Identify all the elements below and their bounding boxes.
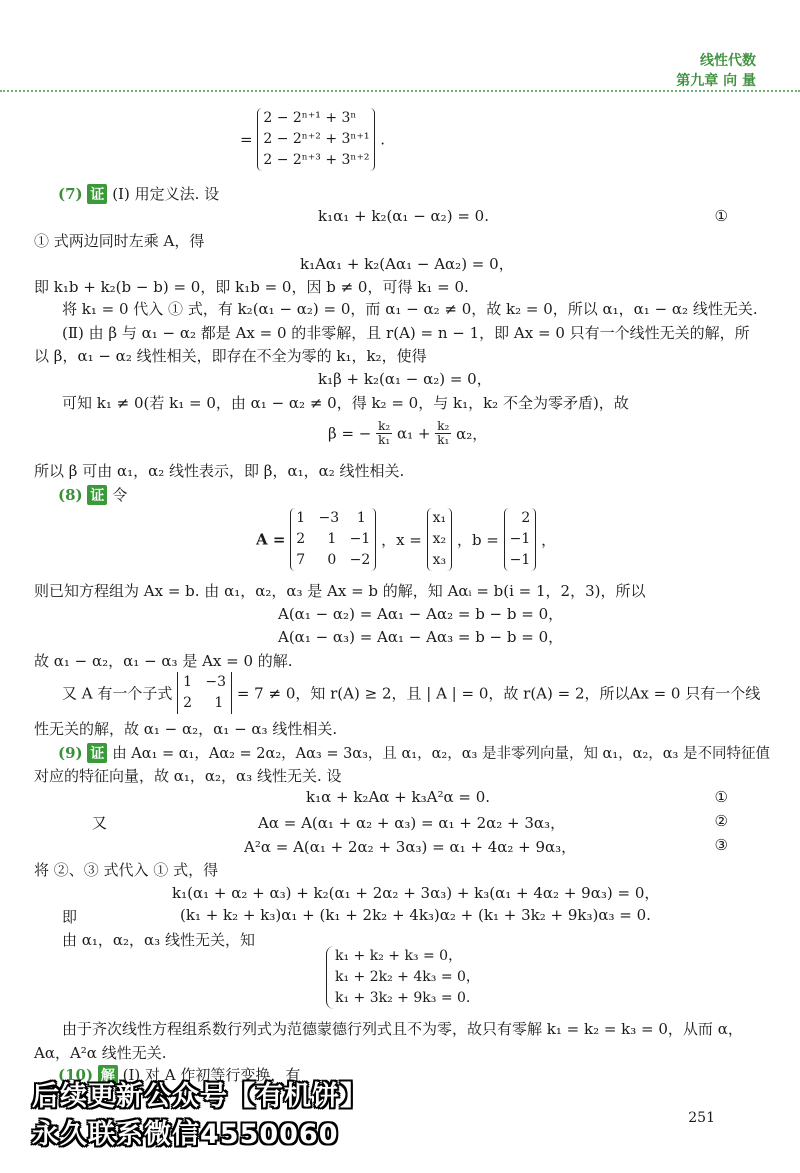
- vector-b-label: ，b =: [456, 531, 499, 549]
- text-line: Aα，A²α 线性无关.: [34, 1044, 167, 1062]
- determinant: [177, 672, 232, 714]
- proof-badge: 证: [87, 184, 107, 204]
- fraction: [376, 420, 392, 447]
- equation: k₁Aα₁ + k₂(Aα₁ − Aα₂) = 0，: [300, 255, 514, 273]
- text-line: 以 β，α₁ − α₂ 线性相关，即存在不全为零的 k₁，k₂，使得: [34, 347, 427, 365]
- text-line: (Ⅱ) 由 β 与 α₁ − α₂ 都是 Ax = 0 的非零解，且 r(A) = n − 1，即 Ax = 0 只有一个线性无关的解，所: [62, 324, 750, 342]
- text-line: 则已知方程组为 Ax = b. 由 α₁，α₂，α₃ 是 Ax = b 的解，知 Aαᵢ = b(i = 1，2，3)，所以: [34, 582, 646, 600]
- problem-9-intro: [58, 742, 770, 763]
- top-matrix: [257, 108, 375, 171]
- text-line: 性无关的解，故 α₁ − α₂，α₁ − α₃ 线性相关.: [34, 720, 338, 738]
- header-chapter-title: 第九章 向 量: [676, 73, 756, 89]
- fraction: [435, 420, 451, 447]
- equation: A²α = A(α₁ + 2α₂ + 3α₃) = α₁ + 4α₂ + 9α₃，: [244, 838, 577, 856]
- vector-entry: x₃: [432, 552, 447, 568]
- fraction-equation: [328, 420, 487, 447]
- problem-8-intro: [58, 484, 127, 505]
- vector-entry: x₁: [432, 510, 447, 526]
- vector-entry: 2: [521, 510, 531, 526]
- text-line: ① 式两边同时左乘 A，得: [34, 232, 205, 250]
- vector-entry: −1: [509, 531, 531, 547]
- equation: k₁(α₁ + α₂ + α₃) + k₂(α₁ + 2α₂ + 3α₃) + k₃(α₁ + 4α₂ + 9α₃) = 0，: [172, 884, 660, 902]
- numerator: k₂: [437, 419, 450, 433]
- numerator: k₂: [378, 419, 391, 433]
- eq-part: β = −: [328, 424, 372, 443]
- text-line: 由 α₁，α₂，α₃ 线性无关，知: [62, 931, 255, 949]
- text-line: 即 k₁b + k₂(b − b) = 0，即 k₁b = 0，因 b ≠ 0，可得 k₁ = 0.: [34, 278, 469, 296]
- header-divider: [0, 90, 800, 92]
- proof-badge: 证: [87, 485, 107, 505]
- vector-x-label: ，x =: [381, 531, 422, 549]
- eq-part: α₂，: [456, 425, 488, 443]
- problem-7-number: (7): [58, 185, 83, 203]
- watermark-line-2: 永久联系微信4550060: [32, 1119, 339, 1150]
- system-row: k₁ + 2k₂ + 4k₃ = 0，: [335, 969, 480, 985]
- denominator: k₁: [378, 433, 391, 447]
- matrix-row: 1 −3 1: [296, 510, 366, 526]
- problem-10-line: (Ⅰ) 对 A 作初等行变换，有: [122, 1066, 301, 1084]
- problem-9-number: (9): [58, 744, 83, 762]
- top-matrix-expression: [240, 108, 385, 171]
- page-number: 251: [688, 1110, 715, 1126]
- matrix-a-label: A =: [256, 530, 286, 549]
- equation: A(α₁ − α₃) = Aα₁ − Aα₃ = b − b = 0，: [278, 628, 564, 646]
- det-row: 1 −3: [183, 674, 227, 690]
- equation: Aα = A(α₁ + α₂ + α₃) = α₁ + 2α₂ + 3α₃，: [258, 814, 566, 832]
- top-matrix-prefix: =: [240, 130, 253, 149]
- text-line: 所以 β 可由 α₁，α₂ 线性表示，即 β，α₁，α₂ 线性相关.: [34, 462, 405, 480]
- text-line: 将 ②、③ 式代入 ① 式，得: [34, 861, 219, 879]
- matrix-row: 2 1 −1: [296, 531, 371, 547]
- system-row: k₁ + 3k₂ + 9k₃ = 0.: [335, 990, 471, 1006]
- problem-7-line: (Ⅰ) 用定义法. 设: [112, 185, 220, 203]
- equation-number: ③: [714, 836, 728, 854]
- denominator: k₁: [437, 433, 450, 447]
- text-line: 对应的特征向量，故 α₁，α₂，α₃ 线性无关. 设: [34, 767, 342, 785]
- matrix-a: [290, 508, 376, 571]
- vector-entry: x₂: [432, 531, 447, 547]
- problem-10-number: (10): [58, 1066, 94, 1084]
- vector-entry: −1: [509, 552, 531, 568]
- text-line: 将 k₁ = 0 代入 ① 式，有 k₂(α₁ − α₂) = 0，而 α₁ − α₂ ≠ 0，故 k₂ = 0，所以 α₁，α₁ − α₂ 线性无关.: [62, 300, 758, 318]
- equation-number: ②: [714, 812, 728, 830]
- top-matrix-row: 2 − 2ⁿ⁺³ + 3ⁿ⁺²: [263, 152, 370, 168]
- equation: (k₁ + k₂ + k₃)α₁ + (k₁ + 2k₂ + 4k₃)α₂ + (k₁ + 3k₂ + 9k₃)α₃ = 0.: [180, 906, 651, 924]
- problem-9-line: 由 Aα₁ = α₁，Aα₂ = 2α₂，Aα₃ = 3α₃，且 α₁，α₂，α₃ 是非零列向量，知 α₁，α₂，α₃ 是不同特征值: [112, 746, 770, 762]
- problem-8-number: (8): [58, 486, 83, 504]
- top-matrix-row: 2 − 2ⁿ⁺² + 3ⁿ⁺¹: [263, 131, 370, 147]
- vector-b: [504, 508, 537, 571]
- equation: k₁β + k₂(α₁ − α₂) = 0，: [318, 370, 492, 388]
- text-part: = 7 ≠ 0，知 r(A) ≥ 2，且 | A | = 0，故 r(A) = 2，所以Ax = 0 只有一个线: [236, 684, 761, 703]
- det-row: 2 1: [183, 695, 224, 711]
- text-word: 又: [92, 814, 108, 832]
- equation: k₁α₁ + k₂(α₁ − α₂) = 0.: [318, 207, 489, 225]
- equation-number: ①: [714, 207, 728, 225]
- text-part: 又 A 有一个子式: [62, 684, 173, 703]
- matrix-row: 7 0 −2: [296, 552, 371, 568]
- solution-badge: 解: [98, 1065, 118, 1085]
- watermark-line-1: 后续更新公众号【有机饼】: [32, 1081, 368, 1112]
- proof-badge: 证: [87, 743, 107, 763]
- matrix-definition: [256, 508, 556, 571]
- equation-system: [326, 946, 480, 1009]
- top-matrix-suffix: .: [380, 130, 386, 149]
- determinant-line: [62, 672, 760, 714]
- matrix-end: ，: [541, 531, 557, 549]
- equation-number: ①: [714, 788, 728, 806]
- problem-7-intro: [58, 183, 219, 204]
- text-line: 由于齐次线性方程组系数行列式为范德蒙德行列式且不为零，故只有零解 k₁ = k₂ = k₃ = 0，从而 α，: [62, 1020, 743, 1038]
- top-matrix-row: 2 − 2ⁿ⁺¹ + 3ⁿ: [263, 110, 357, 126]
- header-book-title: 线性代数: [700, 53, 756, 69]
- eq-part: α₁ +: [397, 424, 431, 443]
- vector-x: [427, 508, 453, 571]
- text-line: 故 α₁ − α₂，α₁ − α₃ 是 Ax = 0 的解.: [34, 652, 293, 670]
- text-word: 即: [62, 908, 78, 926]
- system-row: k₁ + k₂ + k₃ = 0，: [335, 948, 463, 964]
- equation: k₁α + k₂Aα + k₃A²α = 0.: [306, 788, 490, 806]
- equation: A(α₁ − α₂) = Aα₁ − Aα₂ = b − b = 0，: [278, 605, 564, 623]
- text-line: 可知 k₁ ≠ 0(若 k₁ = 0，由 α₁ − α₂ ≠ 0，得 k₂ = 0，与 k₁，k₂ 不全为零矛盾)，故: [62, 394, 629, 412]
- problem-8-line: 令: [112, 486, 128, 504]
